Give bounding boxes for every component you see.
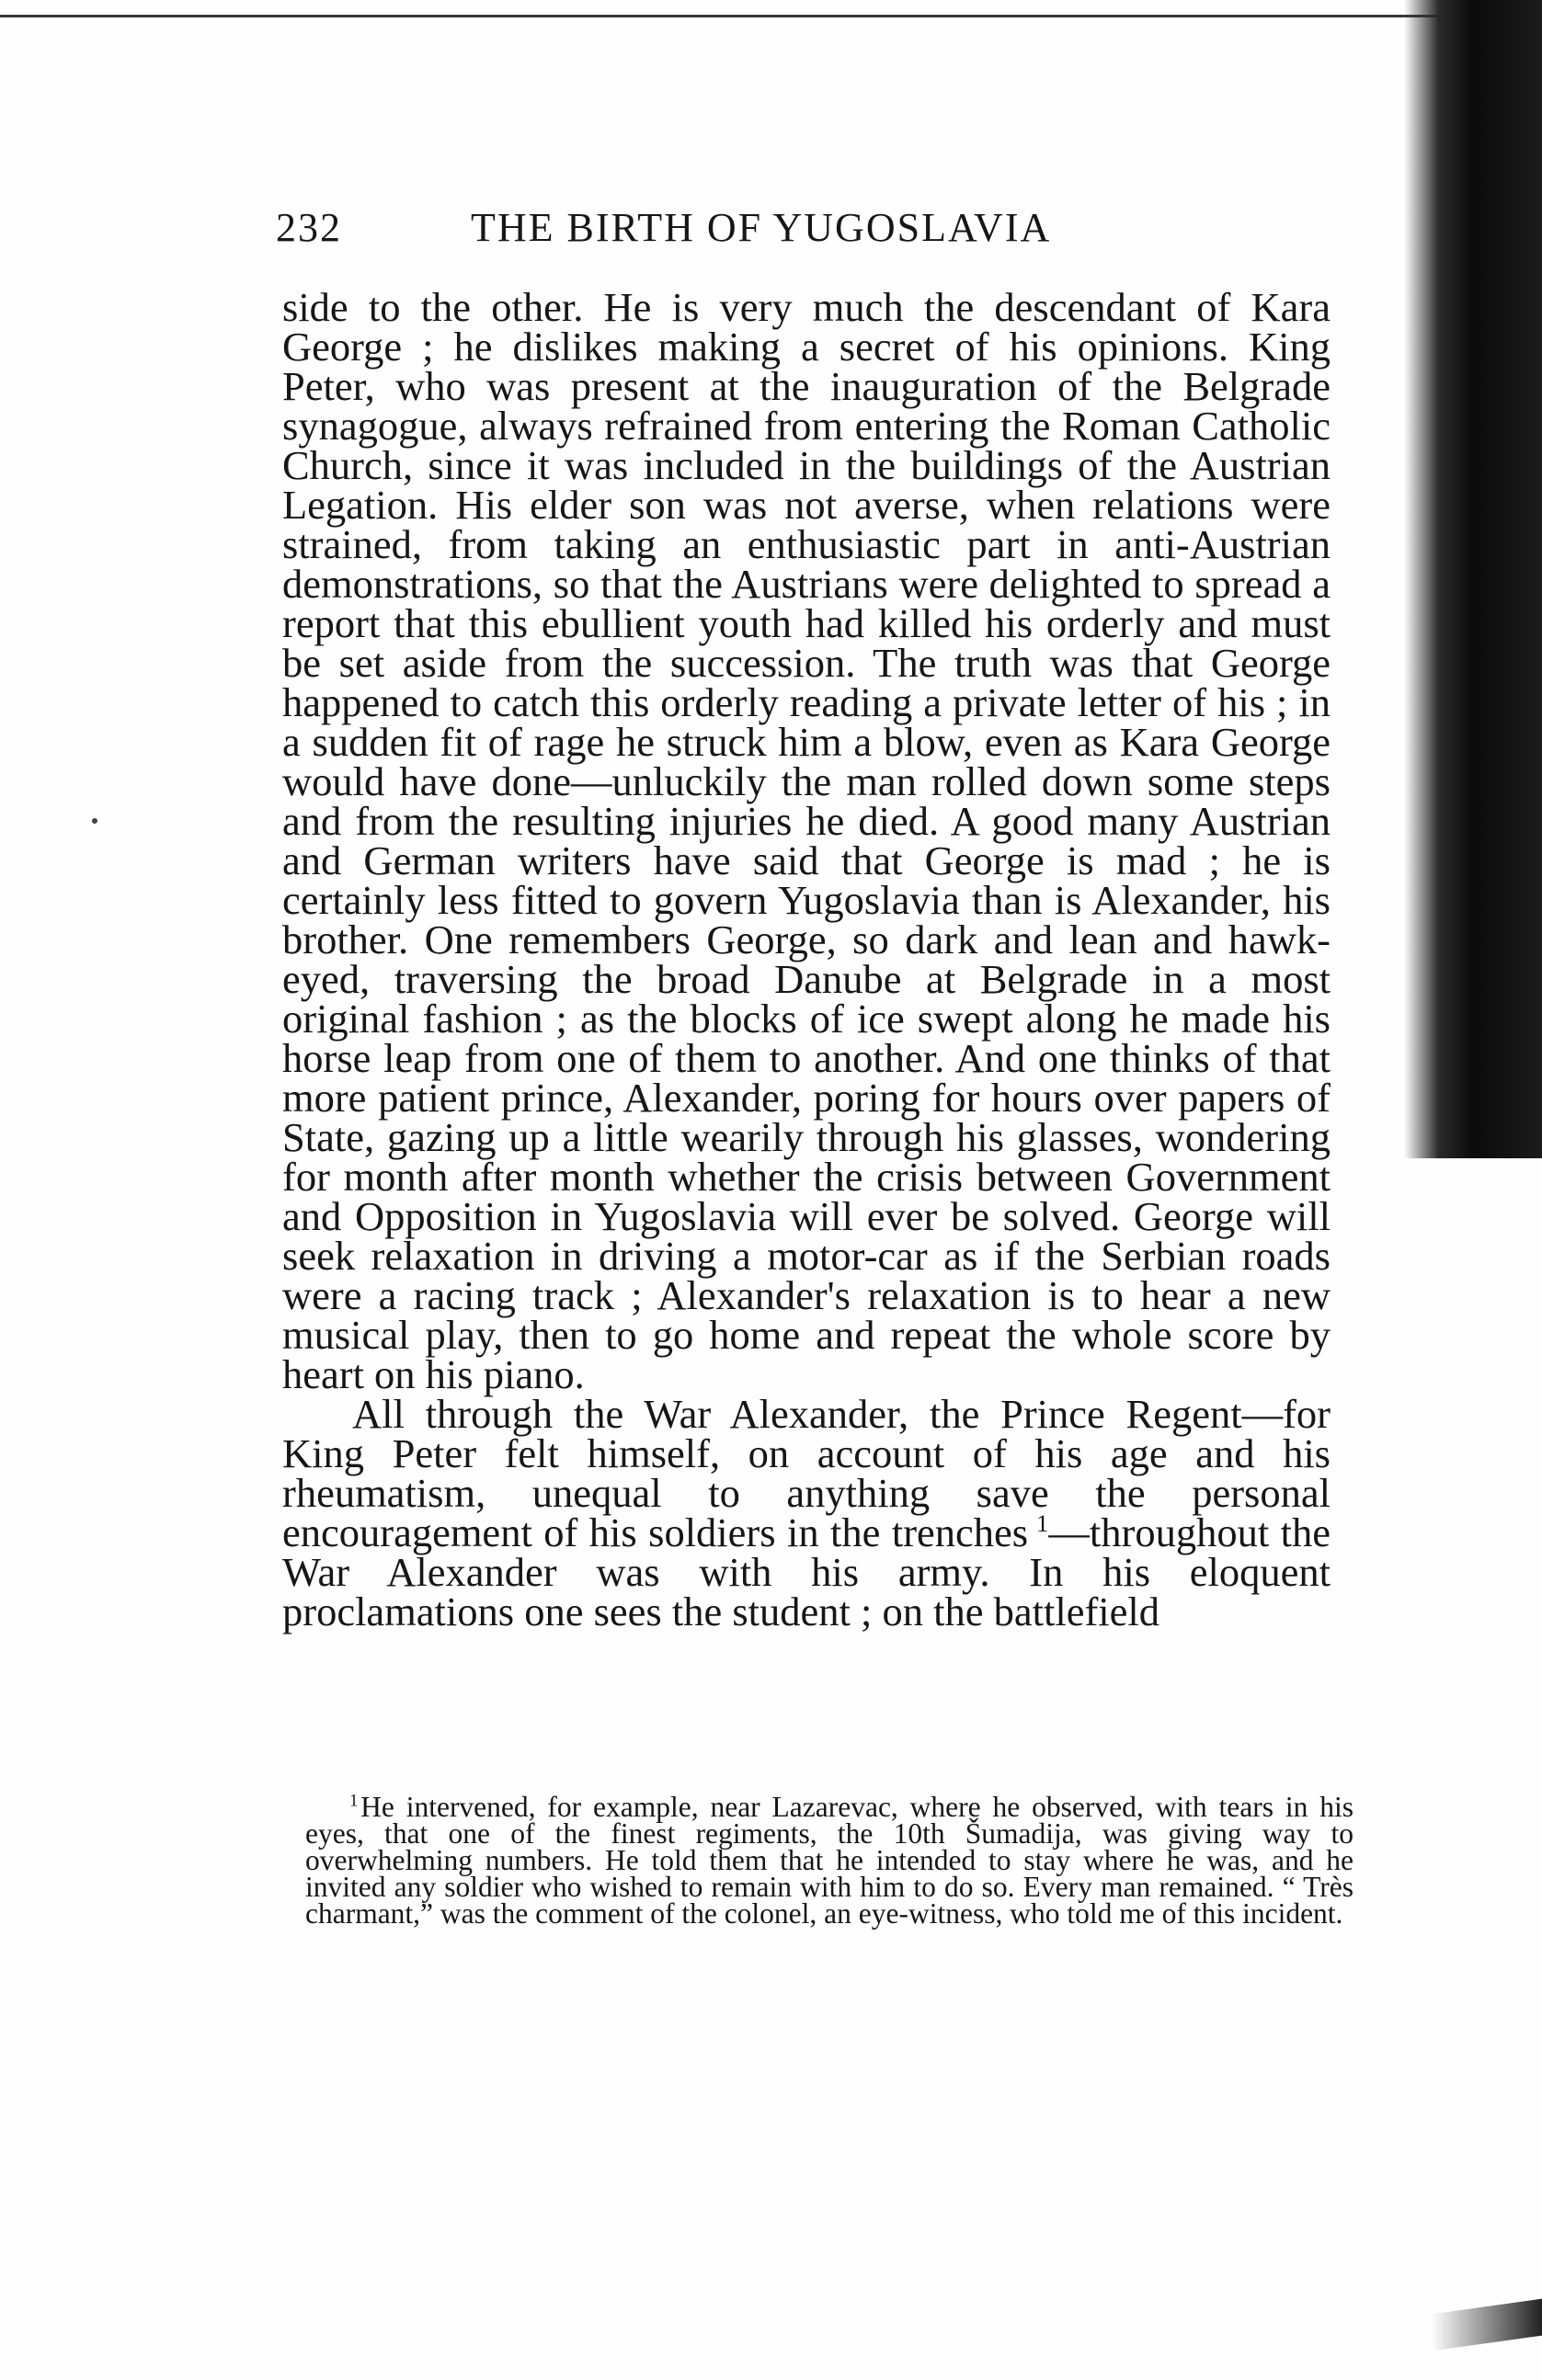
corner-smudge [1432,2299,1542,2352]
binding-shadow [1404,0,1542,1158]
running-title: THE BIRTH OF YUGOSLAVIA [471,205,1052,250]
footnote-text: He intervened, for example, near Lazarevac, where he observed, with tears in his eyes, that one of the finest regiments, the 10th Šumadija, was giving way to overwhelming numbers. He told them that he intended to stay where he was, and he invited any soldier who wished to remain with him to do so. Every man remained. “ Très charmant,” was the comment of the colonel, an eye-witness, who told me of this incident. [305,1791,1354,1930]
page-number: 232 [276,205,342,250]
footnote-reference: 1 [1036,1509,1049,1538]
paragraph-2-text-continued: —throughout the War Alexander was with his army. In his eloquent proclamations one sees the student ; on the battlefield [282,1509,1331,1634]
paragraph-1: side to the other. He is very much the descendant of Kara George ; he dislikes making a secret of his opinions. King Peter, who was present at the inauguration of the Belgrade synagogue, always refrained from entering the Roman Catholic Church, since it was included in the buildings of the Austrian Legation. His elder son was not averse, when relations were strained, from taking an enthusiastic part in anti-Austrian demonstrations, so that the Austrians were delighted to spread a report that this ebullient youth had killed his orderly and must be set aside from the succession. The truth was that George happened to catch this orderly reading a private letter of his ; in a sudden fit of rage he struck him a blow, even as Kara George would have done—unluckily the man rolled down some steps and from the resulting injuries he died. A good many Austrian and German writers have said that George is mad ; he is certainly less fitted to govern Yugoslavia than is Alexander, his brother. One remembers George, so dark and lean and hawk-eyed, traversing the broad Danube at Belgrade in a most original fashion ; as the blocks of ice swept along he made his horse leap from one of them to another. And one thinks of that more patient prince, Alexander, poring for hours over papers of State, gazing up a little wearily through his glasses, wondering for month after month whether the crisis between Government and Opposition in Yugoslavia will ever be solved. George will seek relaxation in driving a motor-car as if the Serbian roads were a racing track ; Alexander's relaxation is to hear a new musical play, then to go home and repeat the whole score by heart on his piano. [282,284,1331,1397]
paragraph-2-text: All through the War Alexander, the Prince Regent—for King Peter felt himself, on account of his age and his rheumatism, unequal to anything save the personal encouragement of his soldiers in the trenches [282,1391,1331,1555]
paragraph-2 [282,1391,1331,1634]
footnote-marker: 1 [349,1791,359,1811]
top-edge-rule [0,15,1471,17]
footnotes [305,1791,1354,1930]
body-text [282,284,1331,1634]
footnote-1 [305,1791,1354,1930]
ink-speck [92,818,97,824]
running-header [276,204,1195,263]
